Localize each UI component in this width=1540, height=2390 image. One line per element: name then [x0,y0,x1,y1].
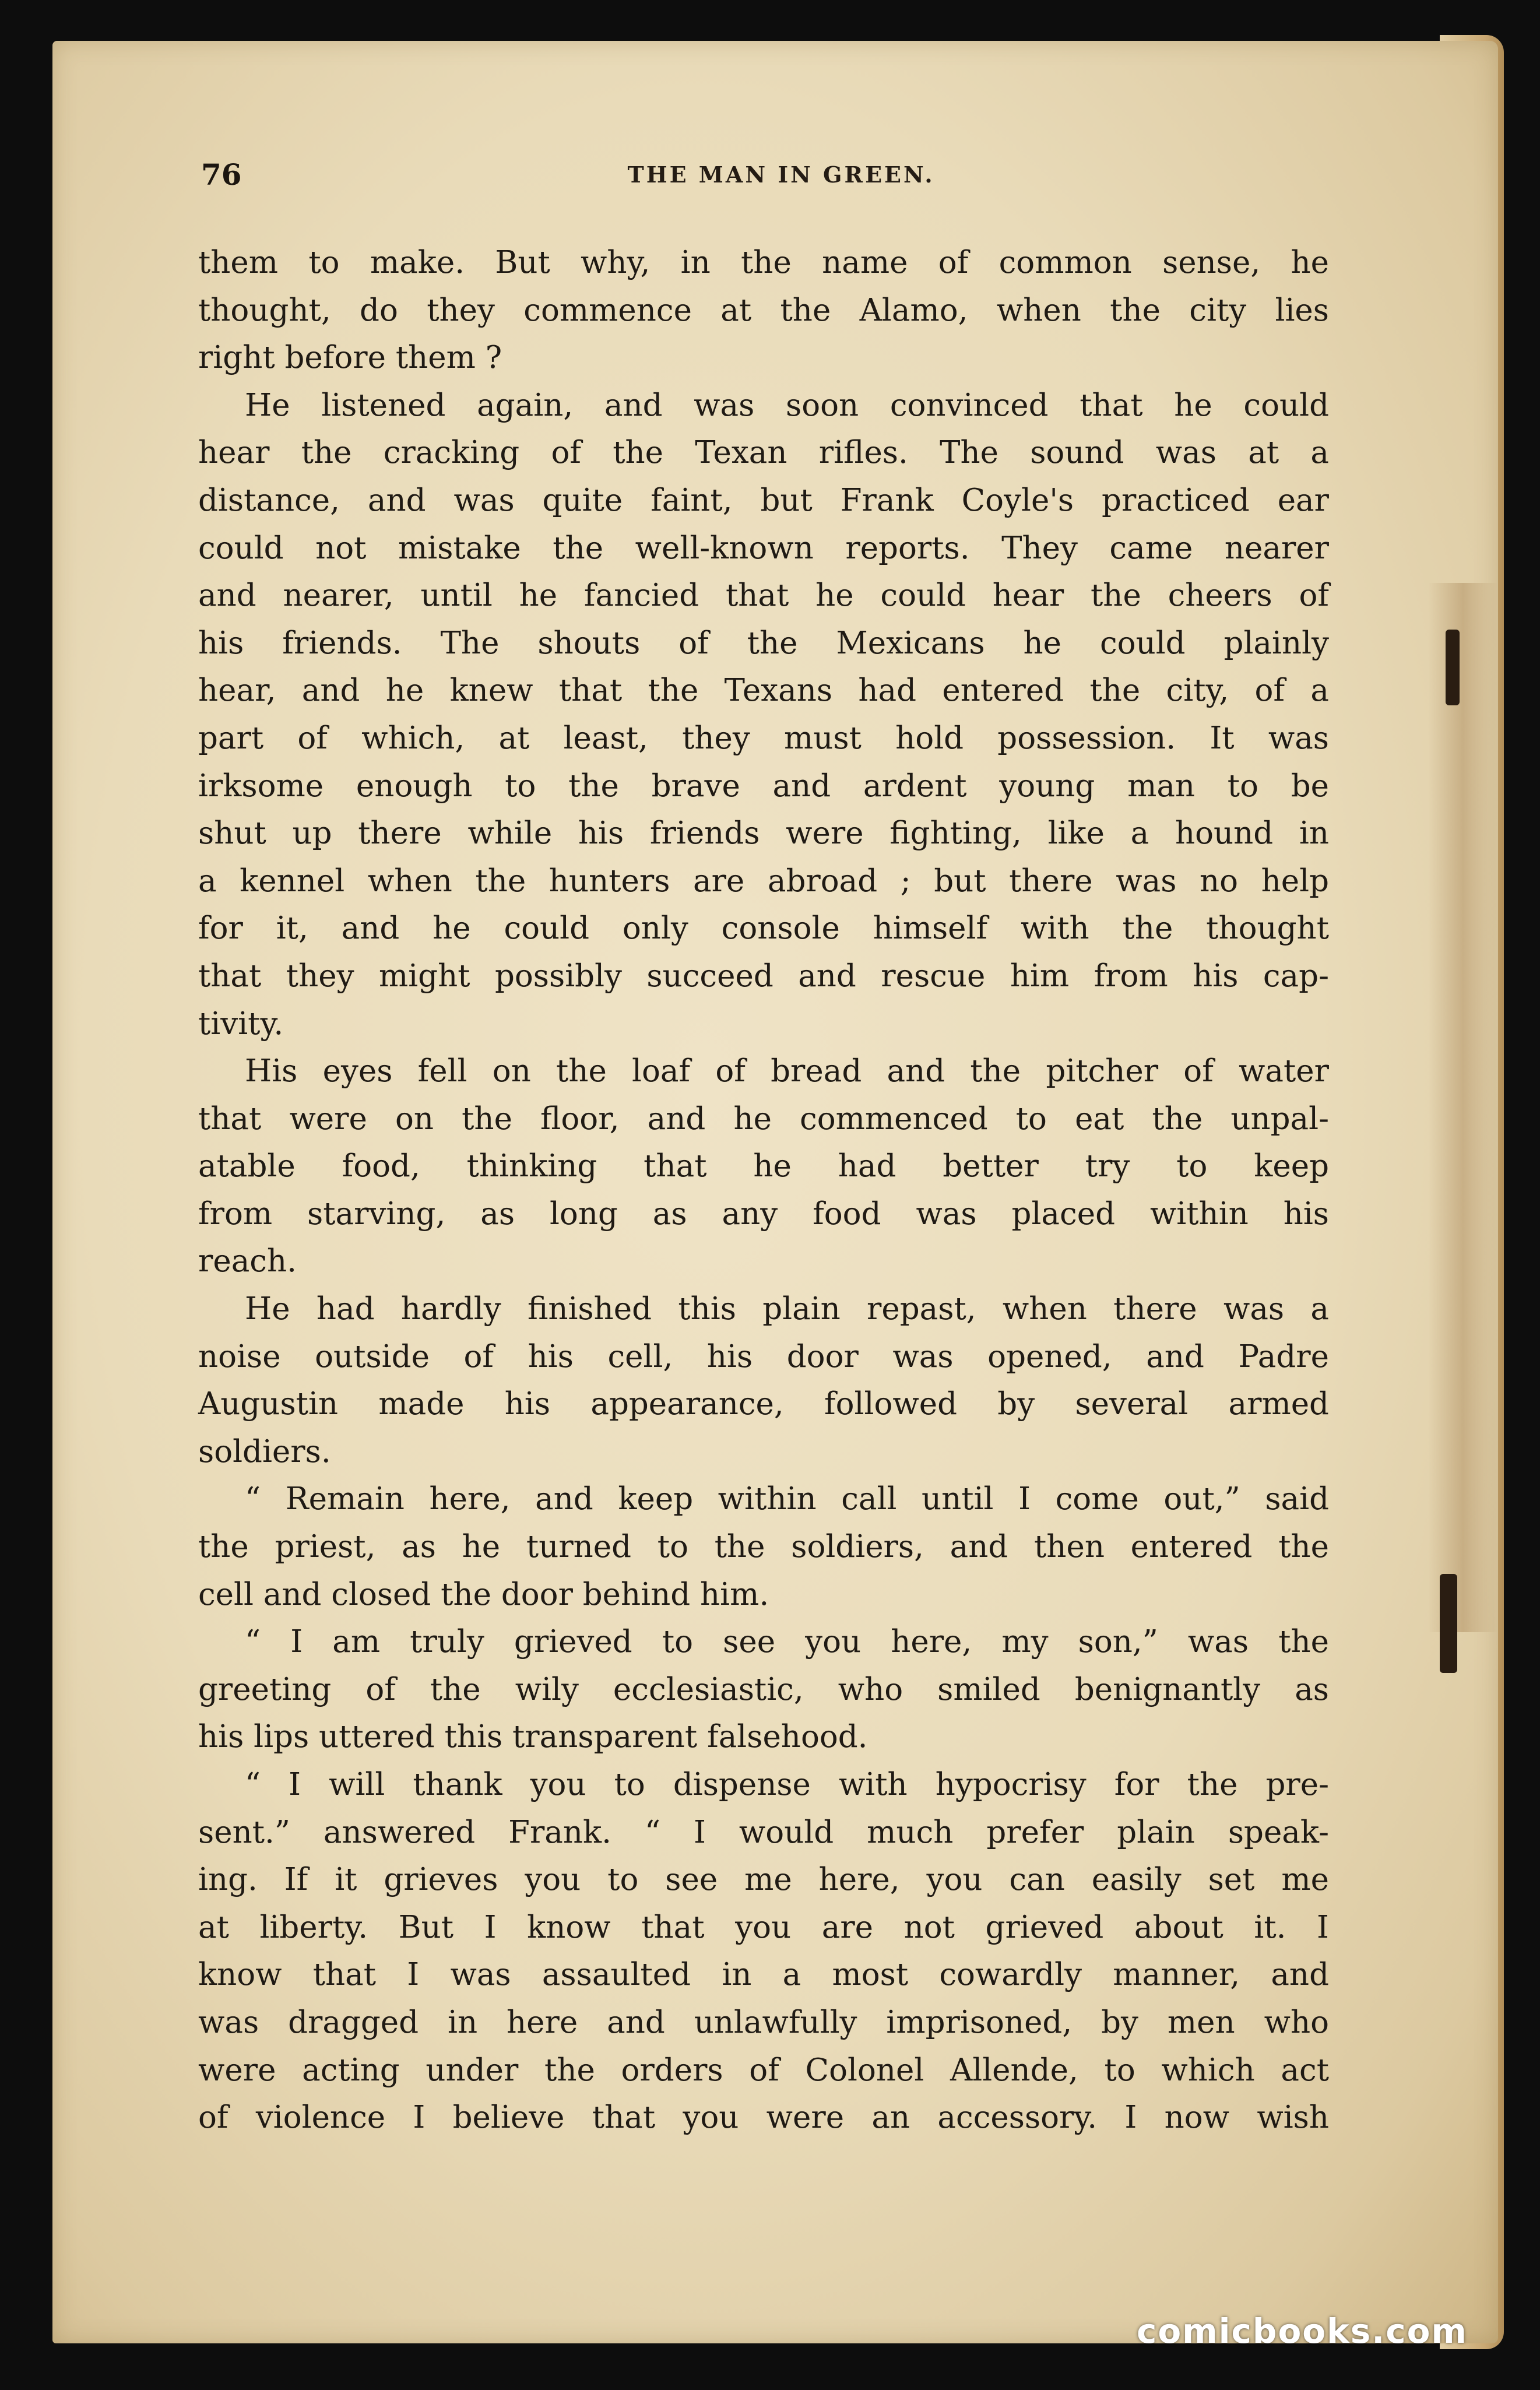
text-line: thought, do they commence at the Alamo, when the city lies [198,292,1329,328]
text-line: hear, and he knew that the Texans had entered the city, of a [198,673,1329,709]
page-stain [1428,583,1498,1632]
text-line: a kennel when the hunters are abroad ; but there was no help [198,863,1329,899]
text-line: his lips uttered this transparent falsehood. [198,1719,868,1755]
text-line: “ I will thank you to dispense with hypocrisy for the pre- [245,1767,1329,1802]
text-line: of violence I believe that you were an accessory. I now wish [198,2100,1329,2136]
text-line: that were on the floor, and he commenced to eat the unpal- [198,1101,1329,1137]
text-line: greeting of the wily ecclesiastic, who smiled benignantly as [198,1671,1329,1707]
text-line: irksome enough to the brave and ardent young man to be [198,768,1329,804]
text-line: right before them ? [198,340,502,376]
text-line: could not mistake the well-known reports. They came nearer [198,530,1329,566]
text-line: cell and closed the door behind him. [198,1576,769,1612]
text-line: for it, and he could only console himself with the thought [198,911,1329,947]
text-line: hear the cracking of the Texan rifles. The sound was at a [198,435,1329,471]
text-line: from starving, as long as any food was placed within his [198,1196,1329,1232]
text-line: noise outside of his cell, his door was opened, and Padre [198,1338,1329,1375]
text-line: distance, and was quite faint, but Frank Coyle's practiced ear [198,482,1329,518]
binding-tab-upper [1446,630,1460,705]
text-line: were acting under the orders of Colonel Allende, to which act [198,2052,1329,2088]
text-line: and nearer, until he fancied that he could hear the cheers of [198,578,1329,614]
text-line: reach. [198,1243,297,1280]
text-line: the priest, as he turned to the soldiers, and then entered the [198,1529,1329,1565]
text-line: at liberty. But I know that you are not grieved about it. I [198,1909,1329,1945]
text-line: “ I am truly grieved to see you here, my son,” was the [245,1624,1329,1660]
text-line: tivity. [198,1006,284,1042]
text-line: “ Remain here, and keep within call until I come out,” said [245,1481,1329,1517]
text-line: atable food, thinking that he had better try to keep [198,1148,1329,1185]
text-line: His eyes fell on the loaf of bread and the pitcher of water [245,1053,1329,1089]
text-line: soldiers. [198,1433,331,1470]
text-line: them to make. But why, in the name of common sense, he [198,245,1329,280]
page-number: 76 [201,157,242,192]
text-line: was dragged in here and unlawfully imprisoned, by men who [198,2004,1329,2040]
text-line: part of which, at least, they must hold possession. It was [198,720,1329,756]
text-line: that they might possibly succeed and rescue him from his cap- [198,958,1329,994]
site-watermark: comicbooks.com [1137,2311,1468,2351]
text-line: He listened again, and was soon convinced that he could [245,387,1329,423]
text-line: ing. If it grieves you to see me here, you can easily set me [198,1862,1329,1898]
running-head: THE MAN IN GREEN. [627,161,935,188]
text-line: shut up there while his friends were fighting, like a hound in [198,816,1329,852]
text-line: know that I was assaulted in a most cowardly manner, and [198,1957,1329,1993]
binding-tab-lower [1440,1574,1457,1673]
page-header [201,154,1361,195]
body-text [198,239,1329,2142]
text-line: his friends. The shouts of the Mexicans he could plainly [198,625,1329,661]
text-line: sent.” answered Frank. “ I would much prefer plain speak- [198,1814,1329,1850]
text-line: Augustin made his appearance, followed by several armed [198,1386,1329,1422]
text-line: He had hardly finished this plain repast, when there was a [245,1291,1329,1327]
